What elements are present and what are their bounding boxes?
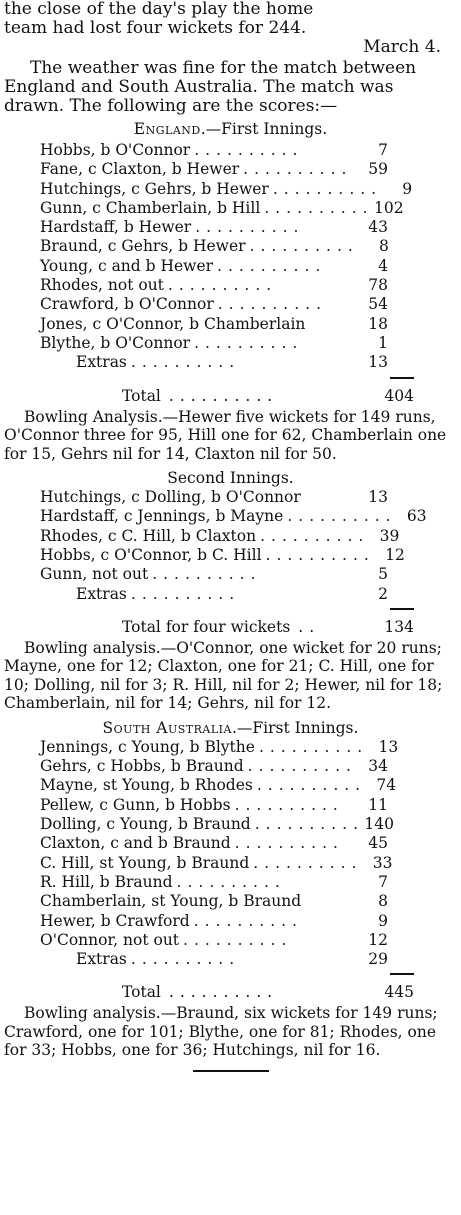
extras-score: 29 (368, 950, 388, 969)
batsman-name: Hobbs, c O'Connor, b C. Hill (40, 545, 262, 564)
total-label: Total for four wickets (122, 617, 291, 636)
england-first-scorecard (40, 141, 413, 373)
extras-row: Extras .......... 29 (40, 950, 388, 969)
extras-score: 13 (368, 353, 388, 372)
batsman-name: Mayne, st Young, b Rhodes (40, 776, 253, 795)
end-rule (193, 1070, 269, 1072)
batsman-row: Rhodes, c C. Hill, b Claxton .......... 39 (40, 526, 400, 545)
batsman-score: 5 (378, 565, 388, 584)
batsman-score: 34 (368, 757, 388, 776)
england-second-innings-heading: Second Innings. (167, 469, 294, 488)
batsman-name: Pellew, c Gunn, b Hobbs (40, 795, 231, 814)
batsman-name: Rhodes, c C. Hill, b Claxton (40, 526, 257, 545)
innings-label: .—First Innings. (231, 718, 359, 737)
intro-line-2: team had lost four wickets for 244. (4, 18, 307, 38)
extras-label: Extras (76, 950, 127, 969)
batsman-score: 39 (379, 526, 400, 545)
bowling-analysis: Bowling analysis.—O'Connor, one wicket for 20 runs; Mayne, one for 12; Claxton, one for 21; C. Hill, one for 10; Dolling, nil for 3; R. Hill, nil for 2; Hewer, nil for 18; Chamberlain, nil for 14; Gehrs, nil for 12. (4, 638, 443, 713)
batsman-score: 63 (406, 507, 427, 526)
batsman-score: 12 (385, 545, 405, 564)
batsman-score: 8 (378, 237, 389, 256)
total-row: Total .......... 404 (122, 386, 414, 405)
batsman-name: Blythe, b O'Connor (40, 333, 191, 352)
batsman-score: 13 (378, 737, 399, 756)
batsman-row: Rhodes, not out .......... 78 (40, 276, 388, 295)
batsman-row: Hewer, b Crawford .......... 9 (40, 911, 388, 930)
batsman-score: 9 (402, 179, 413, 198)
batsman-row: Jennings, c Young, b Blythe .......... 13 (40, 737, 399, 756)
intro-paragraph: The weather was fine for the match between England and South Australia. The match was drawn. The following are the scores:— (4, 58, 417, 116)
batsman-row: C. Hill, st Young, b Braund .......... 33 (40, 853, 393, 872)
batsman-score: 12 (368, 930, 388, 949)
batsman-name: O'Connor, not out (40, 930, 180, 949)
total-rule (390, 973, 414, 975)
batsman-score: 13 (368, 488, 388, 507)
batsman-score: 33 (372, 853, 393, 872)
batsman-score: 74 (376, 776, 397, 795)
batsman-name: Claxton, c and b Braund (40, 834, 231, 853)
batsman-name: Dolling, c Young, b Braund (40, 815, 251, 834)
batsman-score: 11 (368, 795, 388, 814)
batsman-score: 140 (364, 815, 395, 834)
south-australia-first-innings-heading (4, 719, 457, 738)
batsman-row: Blythe, b O'Connor .......... 1 (40, 333, 388, 352)
batsman-row: Hobbs, c O'Connor, b C. Hill .......... 12 (40, 545, 405, 564)
batsman-score: 102 (374, 198, 404, 217)
batsman-row: Young, c and b Hewer .......... 4 (40, 256, 388, 275)
batsman-name: Hutchings, c Dolling, b O'Connor (40, 488, 301, 507)
total-rule (390, 377, 414, 379)
batsman-row: Braund, c Gehrs, b Hewer .......... 8 (40, 237, 389, 256)
batsman-name: Crawford, b O'Connor (40, 295, 214, 314)
total-label: Total (122, 983, 161, 1002)
batsman-row: Gunn, c Chamberlain, b Hill .......... 102 (40, 198, 404, 217)
batsman-score: 43 (368, 218, 388, 237)
bowling-analysis: Bowling Analysis.—Hewer five wickets for 149 runs, O'Connor three for 95, Hill one for 62, Chamberlain one for 15, Gehrs nil for 14, Claxton nil for 50. (4, 407, 447, 463)
date-line: March 4. (363, 37, 441, 57)
batsman-row (40, 488, 388, 507)
batsman-name: C. Hill, st Young, b Braund (40, 853, 250, 872)
batsman-score: 7 (378, 872, 388, 891)
batsman-name: Jones, c O'Connor, b Chamberlain (40, 314, 306, 333)
batsman-score: 4 (378, 256, 388, 275)
batsman-row: Gunn, not out .......... 5 (40, 565, 388, 584)
batsman-name: R. Hill, b Braund (40, 872, 173, 891)
south-australia-first-scorecard (40, 737, 399, 970)
intro-line-1: the close of the day's play the home (4, 0, 314, 19)
batsman-row: Pellew, c Gunn, b Hobbs .......... 11 (40, 795, 388, 814)
batsman-name: Hardstaff, b Hewer (40, 218, 192, 237)
batsman-score: 78 (368, 276, 388, 295)
batsman-score: 7 (378, 141, 388, 159)
batsman-row: Hardstaff, b Hewer .......... 43 (40, 218, 388, 237)
batsman-row: Hardstaff, c Jennings, b Mayne .......... 63 (40, 507, 427, 526)
england-first-innings-heading (4, 120, 457, 139)
batsman-row: R. Hill, b Braund .......... 7 (40, 872, 388, 891)
team-name: South Australia (102, 718, 232, 737)
batsman-row: Crawford, b O'Connor .......... 54 (40, 295, 388, 314)
batsman-score: 1 (378, 333, 388, 352)
batsman-name: Gehrs, c Hobbs, b Braund (40, 757, 244, 776)
batsman-row: Hobbs, b O'Connor .......... 7 (40, 141, 388, 159)
extras-row: Extras .......... 2 (40, 585, 388, 604)
batsman-row: Gehrs, c Hobbs, b Braund .......... 34 (40, 757, 388, 776)
batsman-row: Claxton, c and b Braund .......... 45 (40, 834, 388, 853)
batsman-name: Rhodes, not out (40, 276, 164, 295)
total-rule (390, 608, 414, 610)
batsman-row (40, 892, 388, 911)
batsman-name: Gunn, c Chamberlain, b Hill (40, 198, 261, 217)
batsman-name: Chamberlain, st Young, b Braund (40, 892, 302, 911)
batsman-score: 54 (368, 295, 388, 314)
extras-row: Extras .......... 13 (40, 353, 388, 372)
total-row: Total for four wickets .. 134 (122, 617, 414, 636)
batsman-name: Hardstaff, c Jennings, b Mayne (40, 507, 284, 526)
batsman-name: Hobbs, b O'Connor (40, 141, 191, 159)
batsman-name: Braund, c Gehrs, b Hewer (40, 237, 246, 256)
batsman-row: Fane, c Claxton, b Hewer .......... 59 (40, 160, 388, 179)
batsman-name: Fane, c Claxton, b Hewer (40, 160, 240, 179)
batsman-score: 18 (368, 314, 388, 333)
total-label: Total (122, 386, 161, 405)
batsman-row: Dolling, c Young, b Braund .......... 140 (40, 815, 395, 834)
batsman-name: Gunn, not out (40, 565, 149, 584)
extras-label: Extras (76, 584, 127, 603)
batsman-row: Mayne, st Young, b Rhodes .......... 74 (40, 776, 397, 795)
batsman-row: Hutchings, c Gehrs, b Hewer .......... 9 (40, 179, 413, 198)
batsman-score: 8 (378, 892, 388, 911)
batsman-name: Jennings, c Young, b Blythe (40, 737, 255, 756)
total-score: 404 (384, 386, 414, 405)
team-name: England (133, 120, 201, 138)
extras-score: 2 (378, 584, 388, 603)
batsman-name: Young, c and b Hewer (40, 256, 214, 275)
batsman-name: Hutchings, c Gehrs, b Hewer (40, 179, 269, 198)
extras-label: Extras (76, 353, 127, 372)
batsman-score: 45 (368, 834, 388, 853)
innings-label: .—First Innings. (200, 120, 328, 138)
batsman-row: O'Connor, not out .......... 12 (40, 930, 388, 949)
batsman-name: Hewer, b Crawford (40, 911, 190, 930)
total-row: Total .......... 445 (122, 983, 414, 1002)
total-score: 134 (384, 617, 414, 636)
batsman-row (40, 315, 388, 334)
batsman-score: 59 (368, 160, 388, 179)
england-second-scorecard (40, 488, 427, 604)
bowling-analysis: Bowling analysis.—Braund, six wickets for 149 runs; Crawford, one for 101; Blythe, one for 81; Rhodes, one for 33; Hobbs, one for 36; Hutchings, nil for 16. (4, 1004, 438, 1060)
batsman-score: 9 (378, 911, 388, 930)
total-score: 445 (384, 983, 414, 1002)
